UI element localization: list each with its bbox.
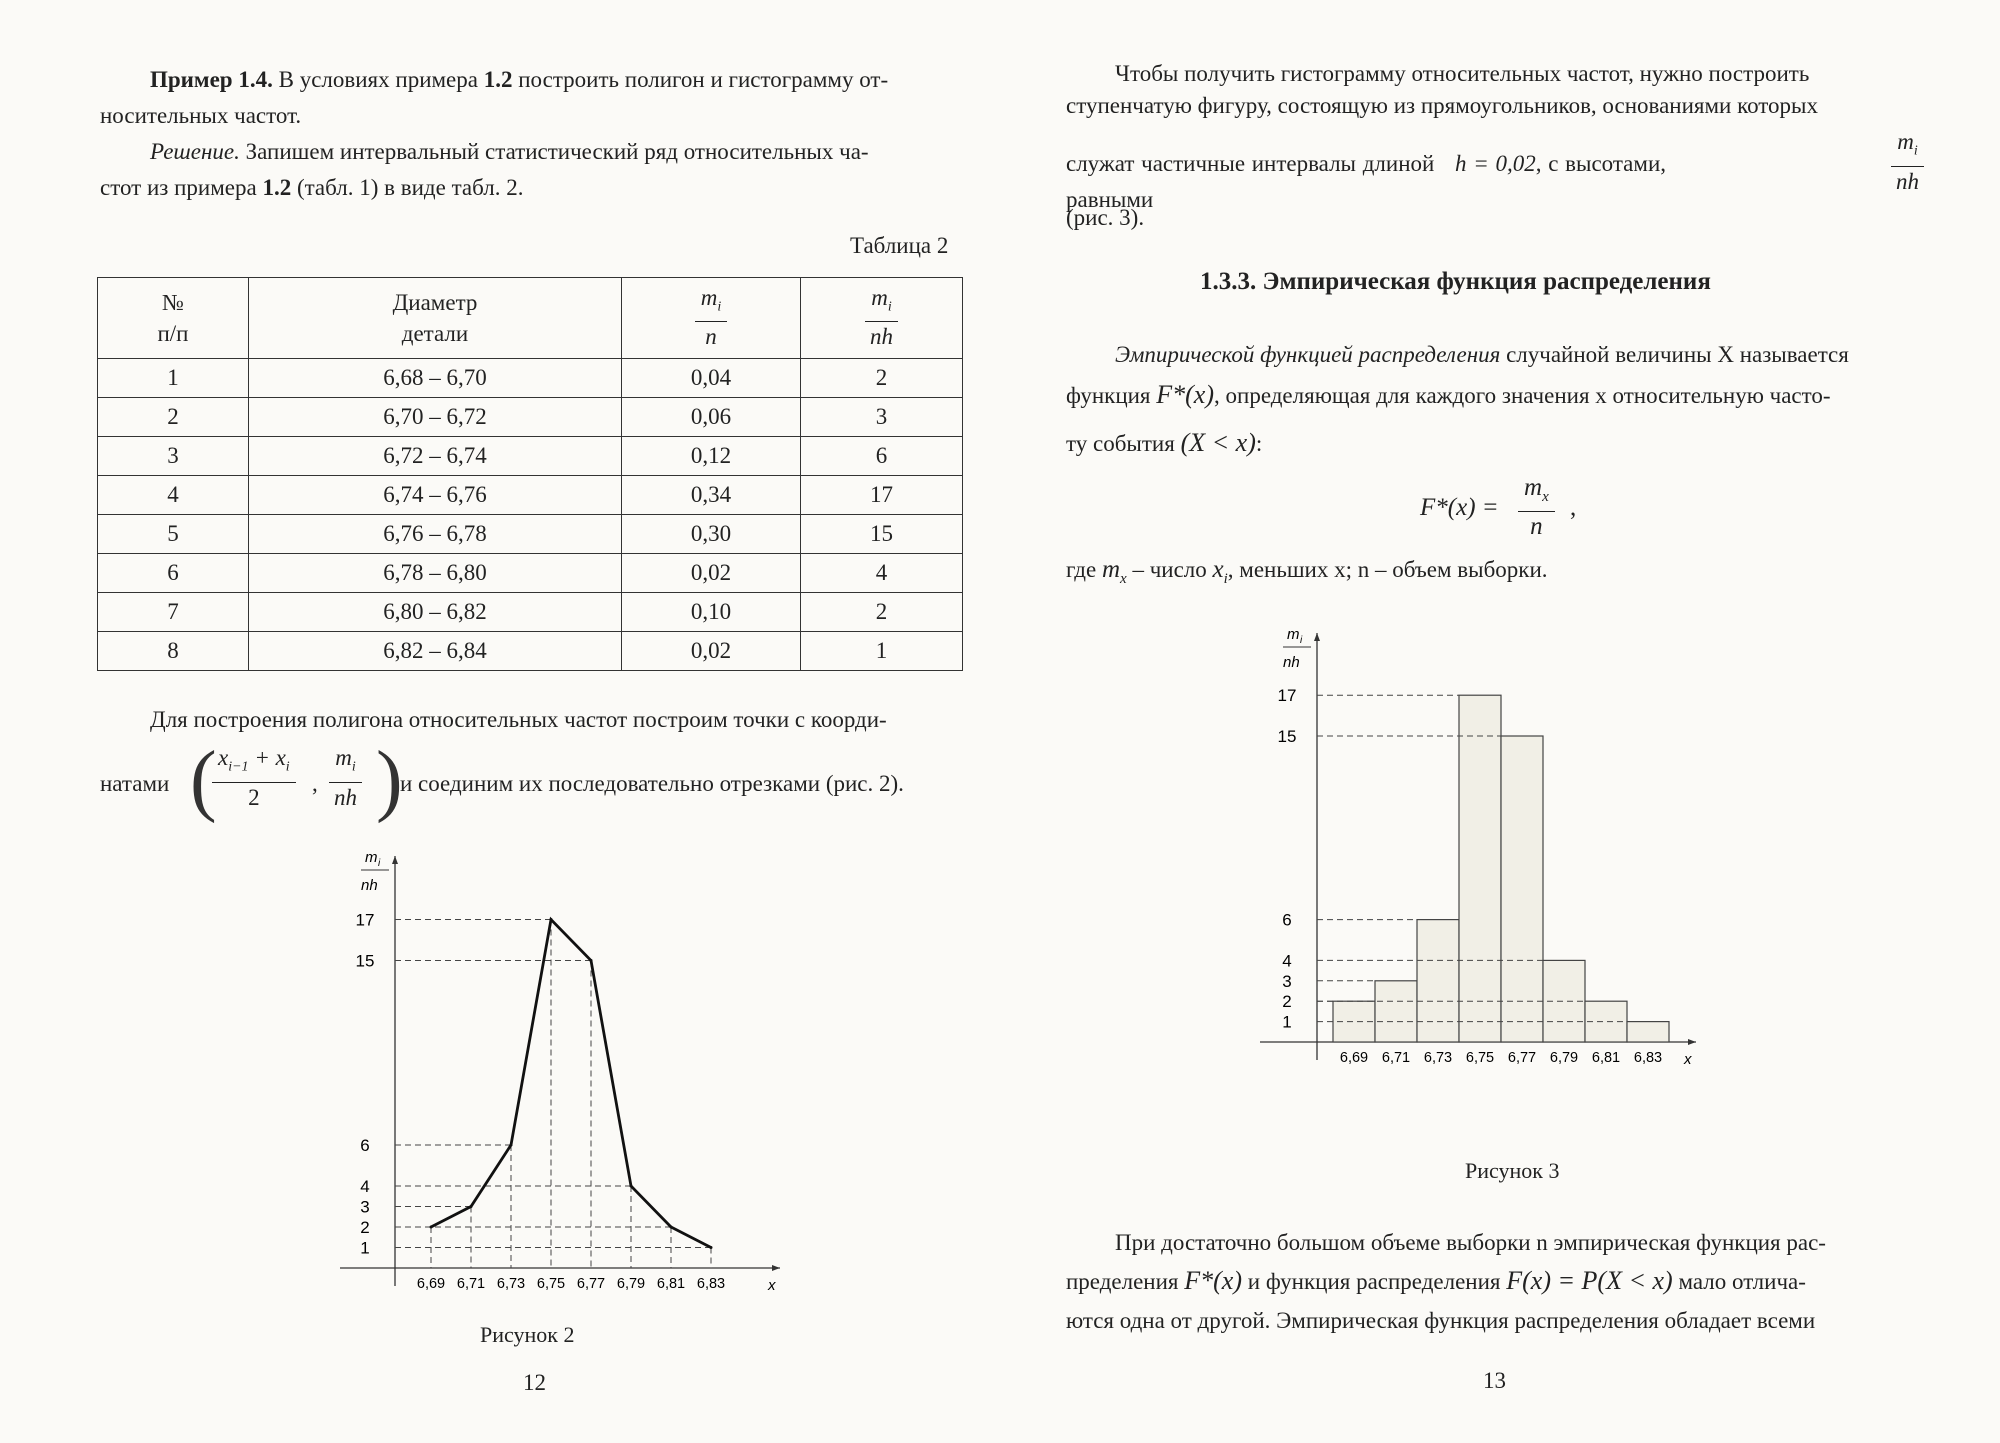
solution-ref: 1.2 (262, 175, 292, 200)
x-tick-label: 6,71 (1381, 1050, 1411, 1066)
x-tick-label: 6,75 (1465, 1050, 1495, 1066)
hist-line-3 (1066, 146, 1666, 218)
y-axis-label-den: nh (361, 877, 378, 894)
coord-x-sub1: i−1 (228, 759, 249, 775)
header-diameter-line-2: детали (401, 321, 469, 346)
final-text-2c: мало отлича- (1678, 1269, 1806, 1294)
hist-h: h = 0,02 (1455, 151, 1536, 176)
definition-line-1 (1115, 337, 1930, 373)
polygon-point (590, 959, 593, 962)
coord-x-den: 2 (248, 784, 260, 810)
definition-event: (X < x) (1180, 428, 1256, 457)
y-tick-label: 6 (1282, 910, 1292, 930)
y-tick-label: 3 (1282, 971, 1292, 991)
y-tick-label: 1 (360, 1238, 370, 1258)
where-text-a: где (1066, 557, 1097, 582)
table-row (98, 359, 963, 398)
where-xi (1212, 556, 1228, 587)
cell-diameter: 6,68 – 6,70 (249, 359, 622, 398)
cell-relative-frequency: 0,10 (622, 593, 801, 632)
y-tick-label: 2 (360, 1218, 370, 1237)
right-page (1000, 0, 2000, 1443)
y-tick-label: 2 (1282, 992, 1292, 1012)
table-row (98, 593, 963, 632)
open-paren: ( (190, 736, 217, 824)
cell-density: 17 (801, 476, 963, 515)
x-tick-label: 6,83 (696, 1276, 726, 1292)
y-tick-label: 17 (355, 910, 375, 930)
x-tick-label: 6,73 (496, 1276, 526, 1292)
x-tick-label: 6,69 (416, 1276, 446, 1292)
cell-diameter: 6,74 – 6,76 (249, 476, 622, 515)
table-caption: Таблица 2 (850, 233, 949, 258)
formula-num: m (1524, 474, 1543, 501)
figure-2-caption: Рисунок 2 (480, 1322, 575, 1347)
where-mx-sub: x (1120, 571, 1127, 587)
polygon-text-2a: натами (100, 771, 170, 796)
hist-frac-num: m (1897, 129, 1914, 154)
y-tick-label: 6 (360, 1136, 370, 1155)
table-row (98, 476, 963, 515)
definition-text-3b: : (1255, 431, 1263, 456)
cell-number: 5 (98, 515, 249, 554)
header-number (98, 278, 249, 359)
x-tick-label: 6,81 (656, 1276, 686, 1292)
example-ref: 1.2 (483, 67, 513, 92)
coord-x-num: x (218, 745, 229, 770)
x-tick-label: 6,69 (1339, 1050, 1369, 1066)
x-tick-label: 6,79 (616, 1276, 646, 1292)
where-text-c: , меньших x; n – объем выборки. (1227, 557, 1548, 582)
page-number-12: 12 (523, 1370, 546, 1395)
y-tick-label: 17 (1277, 686, 1297, 706)
table-row (98, 437, 963, 476)
histogram-bar (1375, 981, 1417, 1042)
final-text-1: При достаточно большом объеме выборки n эмпирическая функция рас- (1115, 1230, 1826, 1255)
example-text-1: В условиях примера (278, 67, 478, 92)
coord-comma: , (312, 771, 318, 796)
coord-x-sub2: i (285, 759, 290, 775)
definition-line-3 (1066, 425, 1262, 462)
frequency-table (97, 277, 963, 671)
x-tick-label: 6,81 (1591, 1050, 1621, 1066)
y-axis-label-num: m (1287, 626, 1300, 643)
where-text-b: – число (1132, 557, 1207, 582)
close-paren: ) (376, 736, 403, 824)
header-relative-frequency (622, 278, 801, 359)
histogram-bar (1417, 920, 1459, 1042)
cell-diameter: 6,70 – 6,72 (249, 398, 622, 437)
final-F: F*(x) (1184, 1266, 1243, 1295)
final-line-2 (1066, 1263, 1930, 1300)
cell-number: 1 (98, 359, 249, 398)
x-tick-label: 6,77 (1507, 1050, 1537, 1066)
formula-tail: , (1570, 494, 1577, 521)
where-mx (1101, 556, 1127, 587)
definition-text-2a: функция (1066, 383, 1151, 408)
definition-text-3a: ту события (1066, 431, 1175, 456)
polygon-point (670, 1226, 673, 1229)
cell-diameter: 6,82 – 6,84 (249, 632, 622, 671)
cell-diameter: 6,78 – 6,80 (249, 554, 622, 593)
polygon-point (430, 1226, 433, 1229)
where-xi-sub: i (1223, 571, 1228, 587)
header-density-den: nh (870, 324, 893, 350)
polygon-line (431, 920, 711, 1248)
solution-text-1: Запишем интервальный статистический ряд относительных ча- (245, 139, 869, 164)
hist-fraction (1890, 128, 1925, 197)
example-paragraph (150, 62, 960, 98)
x-axis-arrow (1688, 1039, 1696, 1045)
y-axis-arrow (392, 856, 398, 864)
x-axis-arrow (772, 1265, 780, 1271)
coord-m-sub: i (351, 759, 356, 775)
header-rel-den: n (705, 324, 717, 350)
table-header-row (98, 278, 963, 359)
solution-text-2a: стот из примера (100, 175, 257, 200)
coord-plus: + x (248, 745, 286, 770)
definition-text-2b: , определяющая для каждого значения x относительную часто- (1214, 383, 1831, 408)
final-text-2b: и функция распределения (1247, 1269, 1501, 1294)
cell-relative-frequency: 0,02 (622, 554, 801, 593)
y-axis-label-num: m (365, 849, 378, 866)
histogram-bar (1459, 695, 1501, 1042)
header-density-fraction (864, 284, 899, 353)
table-row (98, 554, 963, 593)
header-rel-fraction (695, 284, 728, 353)
y-axis-label-sub: i (1300, 635, 1303, 646)
section-heading: 1.3.3. Эмпирическая функция распределения (1200, 268, 1711, 295)
cell-density: 2 (801, 359, 963, 398)
x-axis-label: x (768, 1277, 776, 1294)
coord-m-den: nh (334, 784, 357, 810)
table-row (98, 398, 963, 437)
where-line (1066, 552, 1930, 597)
cell-density: 2 (801, 593, 963, 632)
header-number-line-1: № (162, 290, 184, 315)
cell-density: 3 (801, 398, 963, 437)
x-tick-label: 6,73 (1423, 1050, 1453, 1066)
header-diameter (249, 278, 622, 359)
polygon-point (710, 1246, 713, 1249)
polygon-point (470, 1205, 473, 1208)
cell-density: 4 (801, 554, 963, 593)
final-text-2a: пределения (1066, 1269, 1179, 1294)
y-axis-label-sub: i (378, 858, 381, 869)
hist-frac-den: nh (1896, 168, 1919, 194)
definition-text-1: случайной величины X называется (1506, 342, 1849, 367)
polygon-text-2b: и соединим их последовательно отрезками (рис. 2). (400, 771, 904, 796)
y-tick-label: 1 (1282, 1012, 1292, 1032)
hist-text-4: (рис. 3). (1066, 205, 1145, 230)
solution-label: Решение. (150, 139, 240, 164)
coord-m-fraction (328, 744, 363, 813)
cell-relative-frequency: 0,04 (622, 359, 801, 398)
hist-frac-sub: i (1913, 143, 1918, 159)
hist-text-2: ступенчатую фигуру, состоящую из прямоугольников, основаниями которых (1066, 93, 1818, 118)
cell-number: 8 (98, 632, 249, 671)
y-tick-label: 4 (360, 1177, 370, 1196)
cell-relative-frequency: 0,02 (622, 632, 801, 671)
cell-diameter: 6,76 – 6,78 (249, 515, 622, 554)
header-density (801, 278, 963, 359)
cell-number: 3 (98, 437, 249, 476)
x-tick-label: 6,79 (1549, 1050, 1579, 1066)
cell-diameter: 6,72 – 6,74 (249, 437, 622, 476)
x-tick-label: 6,83 (1633, 1050, 1663, 1066)
page-number-13: 13 (1483, 1368, 1506, 1393)
y-tick-label: 15 (355, 951, 375, 971)
histogram-chart (1260, 615, 1720, 1105)
polygon-point (630, 1185, 633, 1188)
cell-number: 7 (98, 593, 249, 632)
y-tick-label: 15 (1277, 727, 1297, 746)
polygon-point (550, 918, 553, 921)
y-tick-label: 3 (360, 1197, 370, 1217)
y-axis-arrow (1314, 633, 1320, 641)
cell-density: 1 (801, 632, 963, 671)
example-text-3: носительных частот. (100, 103, 302, 128)
example-text-2: построить полигон и гистограмму от- (518, 67, 889, 92)
table-row (98, 515, 963, 554)
cell-number: 6 (98, 554, 249, 593)
definition-term: Эмпирической функцией распределения (1115, 342, 1501, 367)
cell-density: 6 (801, 437, 963, 476)
figure-3-caption: Рисунок 3 (1465, 1158, 1560, 1183)
polygon-point (510, 1144, 513, 1147)
cell-relative-frequency: 0,12 (622, 437, 801, 476)
formula-lhs: F*(x) = (1420, 494, 1499, 521)
formula-den: n (1530, 513, 1543, 540)
formula-num-sub: x (1542, 489, 1549, 505)
cell-relative-frequency: 0,06 (622, 398, 801, 437)
hist-text-1: Чтобы получить гистограмму относительных частот, нужно построить (1115, 61, 1810, 86)
header-number-line-2: п/п (157, 321, 189, 346)
cell-relative-frequency: 0,34 (622, 476, 801, 515)
histogram-bar (1501, 736, 1543, 1042)
x-tick-label: 6,71 (456, 1276, 486, 1292)
x-tick-label: 6,77 (576, 1276, 606, 1292)
coord-x-fraction (212, 744, 296, 813)
final-text-3: ются одна от другой. Эмпирическая функция распределения обладает всеми (1066, 1308, 1816, 1333)
x-axis-label: x (1684, 1051, 1692, 1068)
formula-fraction (1518, 474, 1555, 542)
where-xi-letter: x (1212, 556, 1224, 583)
cell-number: 4 (98, 476, 249, 515)
x-tick-label: 6,75 (536, 1276, 566, 1292)
definition-line-2 (1066, 377, 1930, 414)
coord-m-num: m (335, 745, 352, 770)
y-axis-label-den: nh (1283, 654, 1300, 671)
polygon-chart (340, 848, 800, 1308)
header-density-sub: i (887, 299, 892, 315)
hist-text-3a: служат частичные интервалы длиной (1066, 151, 1435, 176)
table-row (98, 632, 963, 671)
polygon-line-2 (100, 736, 980, 824)
header-rel-num: m (700, 284, 718, 310)
final-formula: F(x) = P(X < x) (1506, 1266, 1673, 1295)
histogram-bar (1627, 1022, 1669, 1042)
header-density-num: m (871, 284, 888, 310)
example-title: Пример 1.4. (150, 67, 273, 92)
cell-diameter: 6,80 – 6,82 (249, 593, 622, 632)
header-diameter-line-1: Диаметр (392, 290, 478, 315)
solution-paragraph (150, 134, 960, 170)
hist-text-3b: , с высотами, равными (1066, 151, 1666, 212)
cell-density: 15 (801, 515, 963, 554)
cell-number: 2 (98, 398, 249, 437)
solution-line-2 (100, 170, 524, 206)
y-tick-label: 4 (1282, 951, 1292, 971)
definition-F: F*(x) (1156, 380, 1215, 409)
cell-relative-frequency: 0,30 (622, 515, 801, 554)
table-body (98, 359, 963, 671)
where-mx-letter: m (1101, 556, 1121, 583)
polygon-text-1: Для построения полигона относительных частот построим точки с коорди- (150, 707, 887, 732)
header-rel-sub: i (717, 299, 722, 315)
solution-text-2b: (табл. 1) в виде табл. 2. (296, 175, 524, 200)
